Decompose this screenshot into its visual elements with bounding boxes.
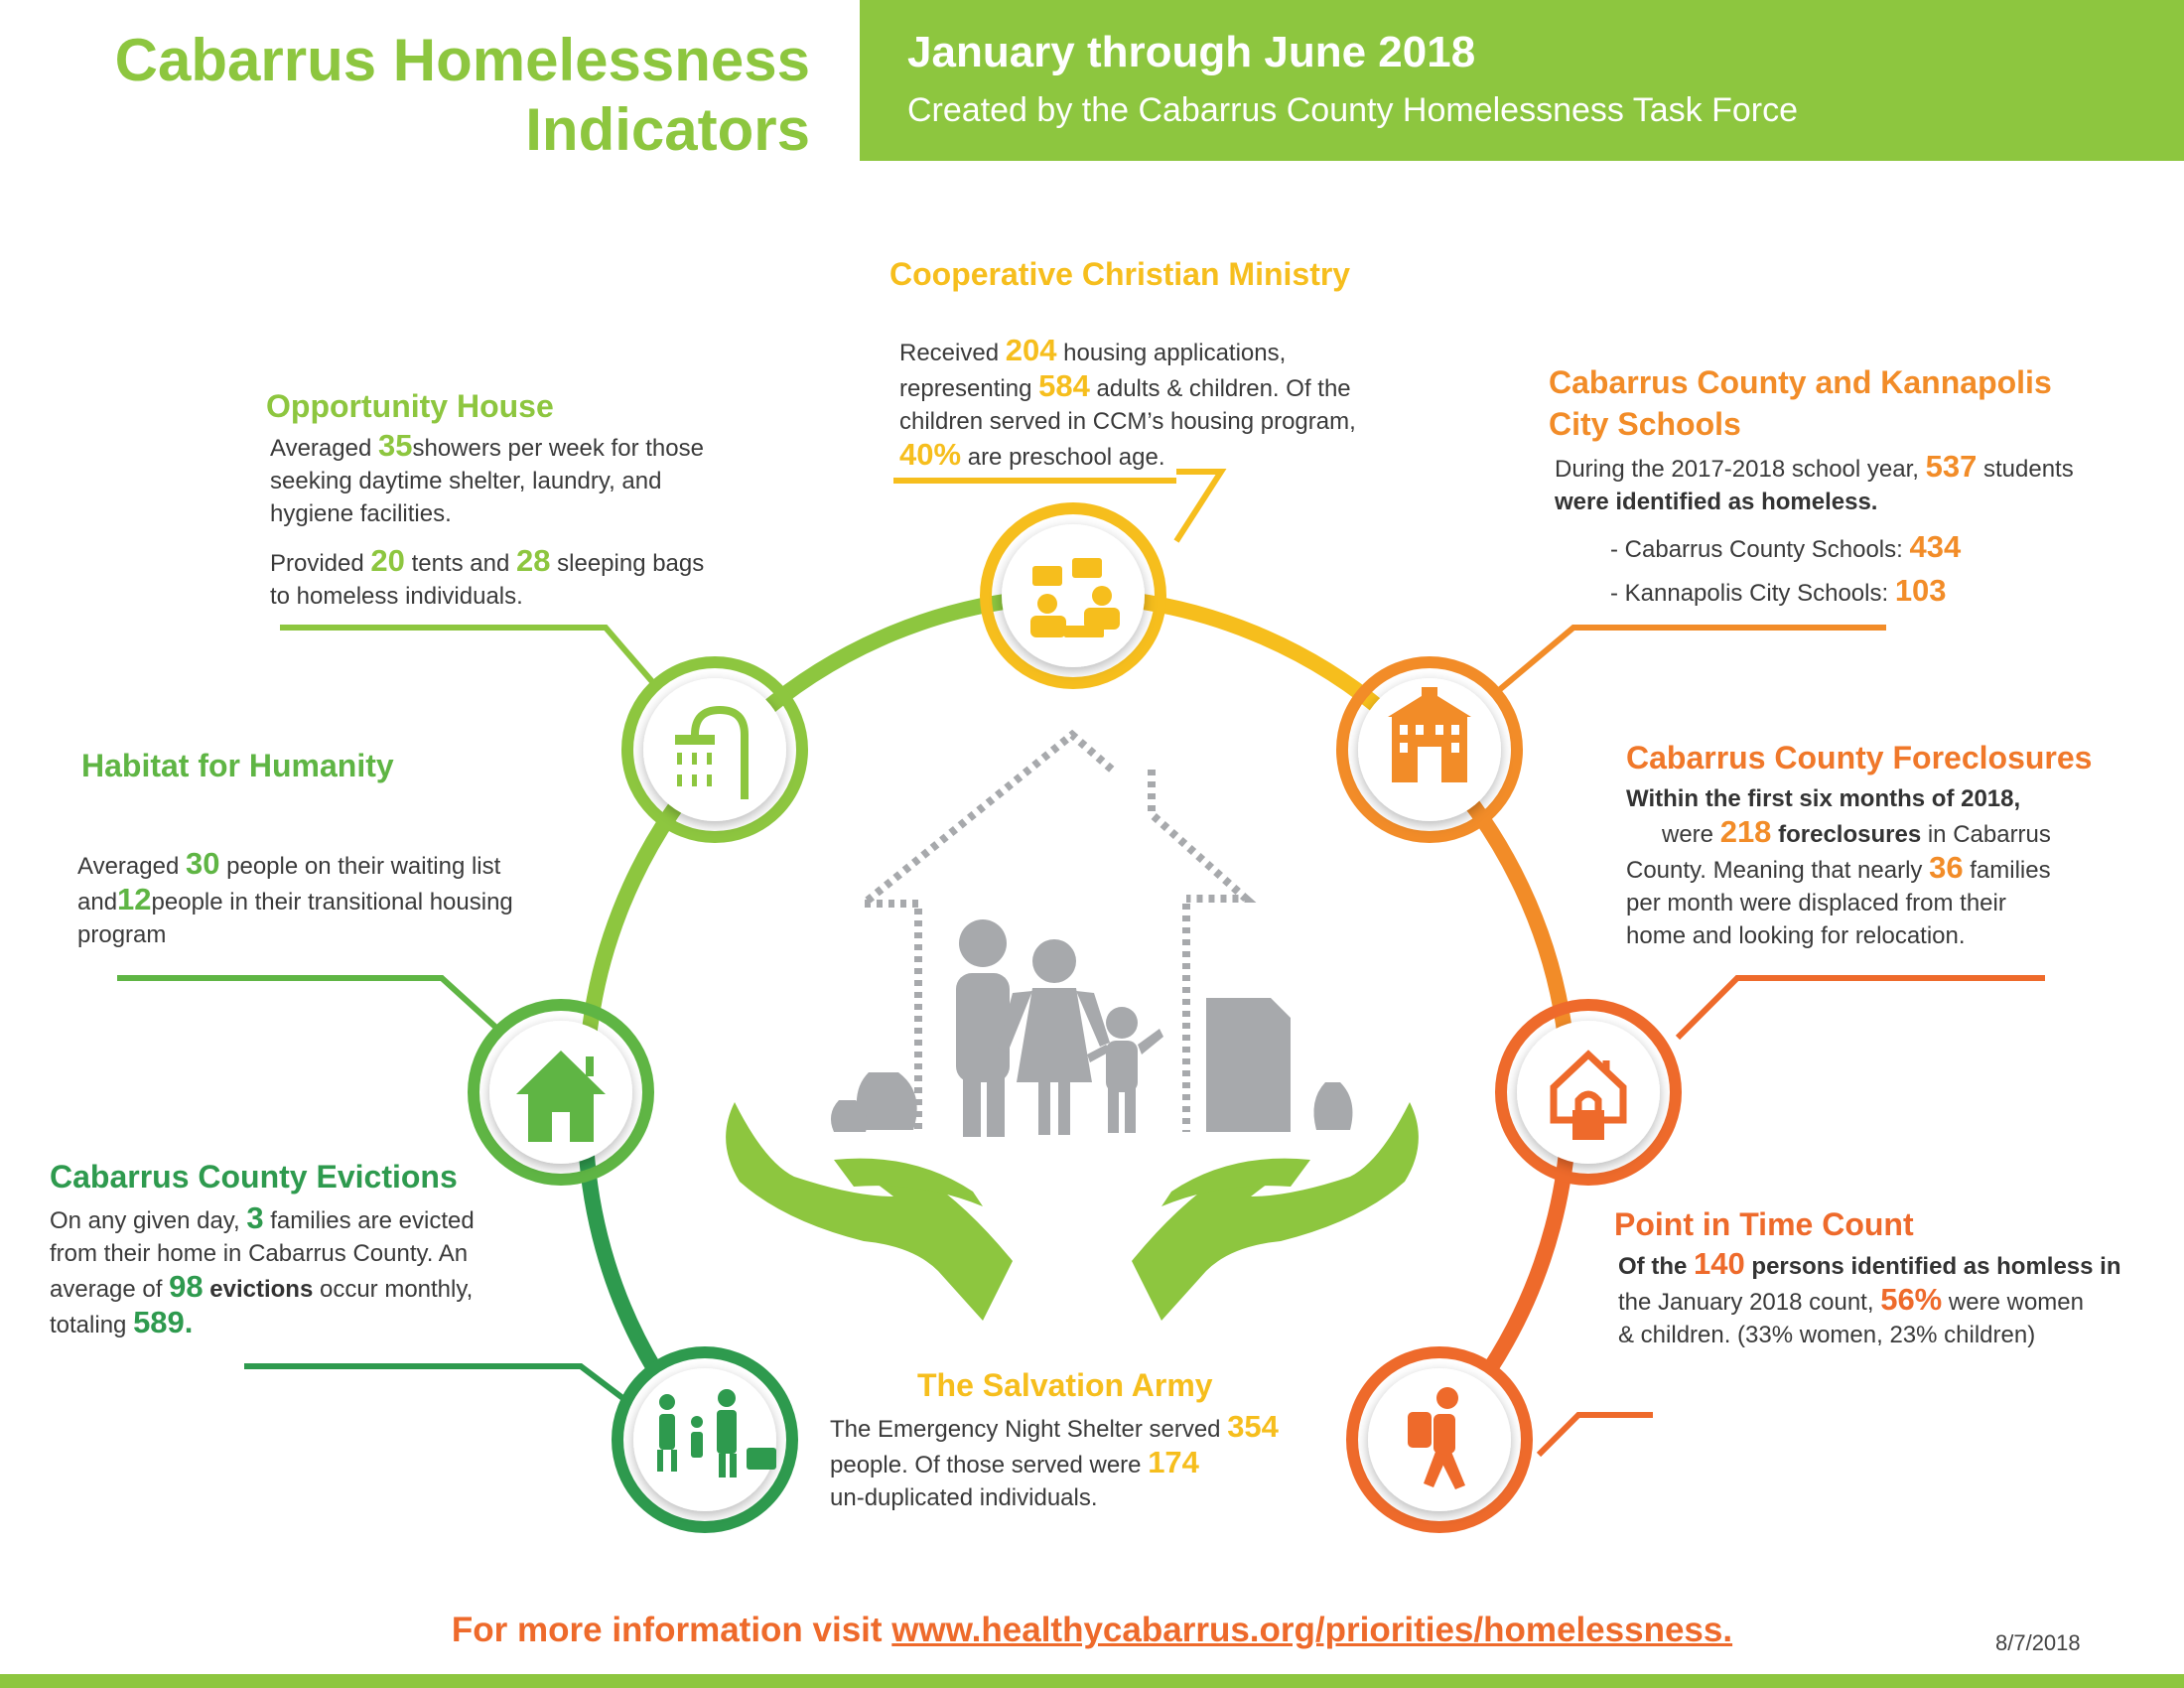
bottom-bar (0, 1674, 2184, 1688)
title-line-1: Cabarrus Homelessness (114, 27, 810, 93)
habitat-text: Averaged 30 people on their waiting list and12people in their transitional housing program (77, 846, 513, 948)
connector-pit (1678, 978, 2045, 1038)
opportunity-house-text: Averaged 35showers per week for those seeking daytime shelter, laundry, and hygiene facilities. Provided 20 tents and 28 sleeping bags to homeless individuals. (270, 428, 705, 610)
pit-text: Of the 140 persons identified as homless in the January 2018 count, 56% were women & children. (33% women, 23% children) (1618, 1246, 2121, 1348)
opportunity-house-title: Opportunity House (266, 388, 554, 424)
pit-title: Point in Time Count (1614, 1206, 1914, 1242)
circle-evictions (617, 1352, 792, 1527)
schools-title: Cabarrus County and Kannapolis City Schools (1549, 364, 2052, 442)
title-line-2: Indicators (525, 96, 810, 163)
center-hands (726, 1102, 1419, 1321)
foreclosures-text: Within the first six months of 2018, were 218 foreclosures in Cabarrus County. Meaning that nearly 36 families per month were displaced from their home and looking for relocation. (1626, 785, 2051, 949)
ccm-text: Received 204 housing applications, representing 584 adults & children. Of the children served in CCM’s housing program, 40% are preschool age. (899, 333, 1356, 472)
salvation-text: The Emergency Night Shelter served 354 people. Of those served were 174 un-duplicated individuals. (830, 1409, 1279, 1511)
connector-schools (1499, 628, 1886, 690)
evictions-title: Cabarrus County Evictions (50, 1159, 458, 1195)
evictions-text: On any given day, 3 families are evicted from their home in Cabarrus County. An average of 98 evictions occur monthly, totaling 589. (50, 1200, 475, 1339)
salvation-title: The Salvation Army (917, 1367, 1213, 1403)
info-link[interactable]: www.healthycabarrus.org/priorities/homelessness. (891, 1611, 1733, 1649)
habitat-title: Habitat for Humanity (81, 748, 394, 783)
connector-foreclosure (1539, 1415, 1653, 1455)
circle-opportunity (627, 662, 802, 837)
date-stamp: 8/7/2018 (1995, 1630, 2081, 1655)
connector-evictions (244, 1366, 625, 1400)
schools-text: During the 2017-2018 school year, 537 students were identified as homeless. - Cabarrus County Schools: 434 - Kannapolis City Schools: 103 (1555, 449, 2074, 608)
footer-info: For more information visit www.healthycabarrus.org/priorities/homelessness. (451, 1611, 1733, 1649)
center-family-figures (831, 919, 1353, 1137)
ccm-title: Cooperative Christian Ministry (889, 256, 1351, 292)
connector-opportunity (280, 628, 655, 685)
banner-title: January through June 2018 (907, 28, 1476, 76)
connector-ccm (1176, 472, 1221, 541)
foreclosures-title: Cabarrus County Foreclosures (1626, 740, 2093, 775)
connector-habitat (117, 978, 496, 1028)
banner-subtitle: Created by the Cabarrus County Homelessness Task Force (907, 91, 1798, 129)
circle-ccm (986, 508, 1160, 683)
